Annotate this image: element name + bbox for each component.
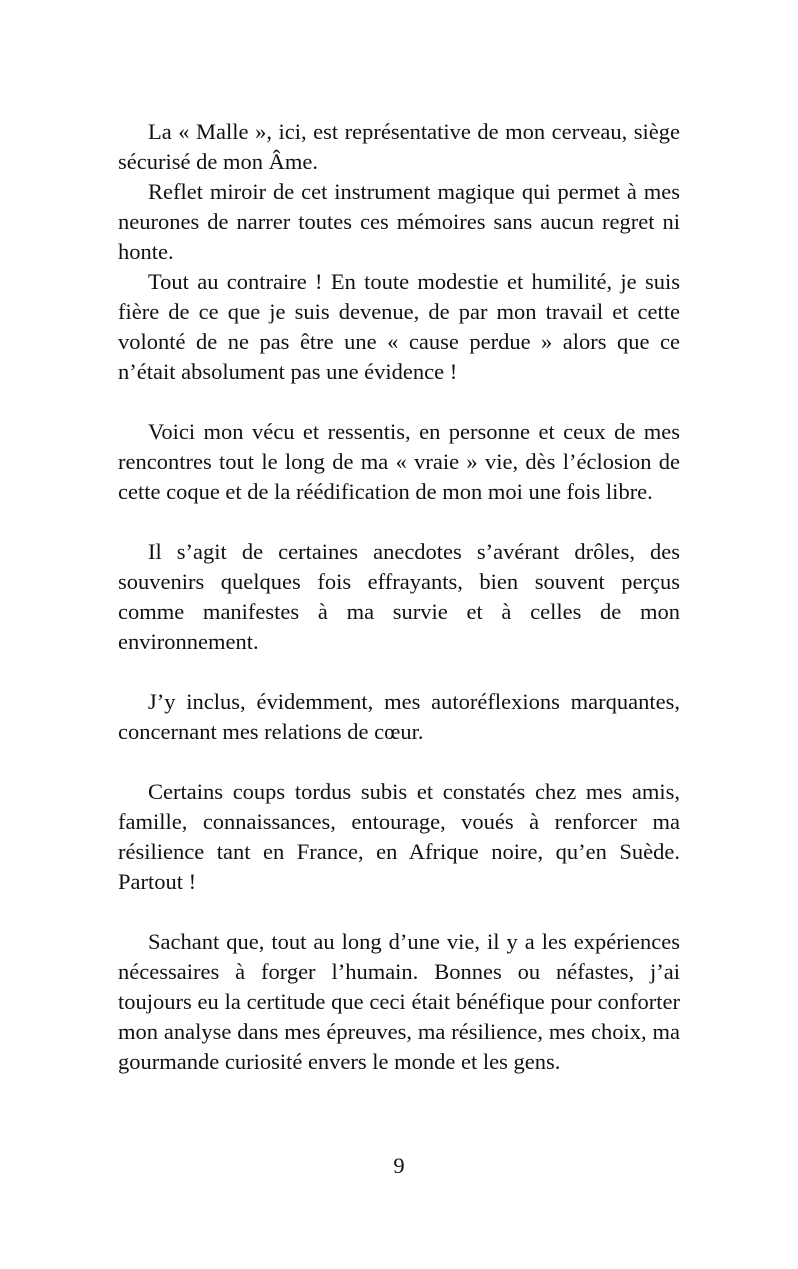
paragraph-autoreflexions: J’y inclus, évidemment, mes autoréflexions marquantes, concernant mes relations de cœur. [118, 689, 680, 744]
paragraph-tout-au-contraire: Tout au contraire ! En toute modestie et humilité, je suis fière de ce que je suis devenue, de par mon travail et cette volonté de ne pas être une « cause perdue » alors que ce n’était absolument pas une évidence ! [118, 269, 680, 384]
paragraph-voici-mon-vecu: Voici mon vécu et ressentis, en personne et ceux de mes rencontres tout le long de ma « vraie » vie, dès l’éclosion de cette coque et de la réédification de mon moi une fois libre. [118, 419, 680, 504]
paragraph-malle: La « Malle », ici, est représentative de mon cerveau, siège sécurisé de mon Âme. [118, 119, 680, 174]
paragraph-anecdotes: Il s’agit de certaines anecdotes s’avérant drôles, des souvenirs quelques fois effrayants, bien souvent perçus comme manifestes à ma survie et à celles de mon environnement. [118, 539, 680, 654]
paragraph-experiences: Sachant que, tout au long d’une vie, il y a les expériences nécessaires à forger l’humain. Bonnes ou néfastes, j’ai toujours eu la certitude que ceci était bénéfique pour conforter mon analyse dans mes épreuves, ma résilience, mes choix, ma gourmande curiosité envers le monde et les gens. [118, 929, 680, 1074]
page-number: 9 [393, 1153, 405, 1178]
paragraph-reflet-miroir: Reflet miroir de cet instrument magique qui permet à mes neurones de narrer toutes ces mémoires sans aucun regret ni honte. [118, 179, 680, 264]
paragraph-coups-tordus: Certains coups tordus subis et constatés chez mes amis, famille, connaissances, entourage, voués à renforcer ma résilience tant en France, en Afrique noire, qu’en Suède. Partout ! [118, 779, 680, 894]
page-body [118, 117, 680, 1077]
